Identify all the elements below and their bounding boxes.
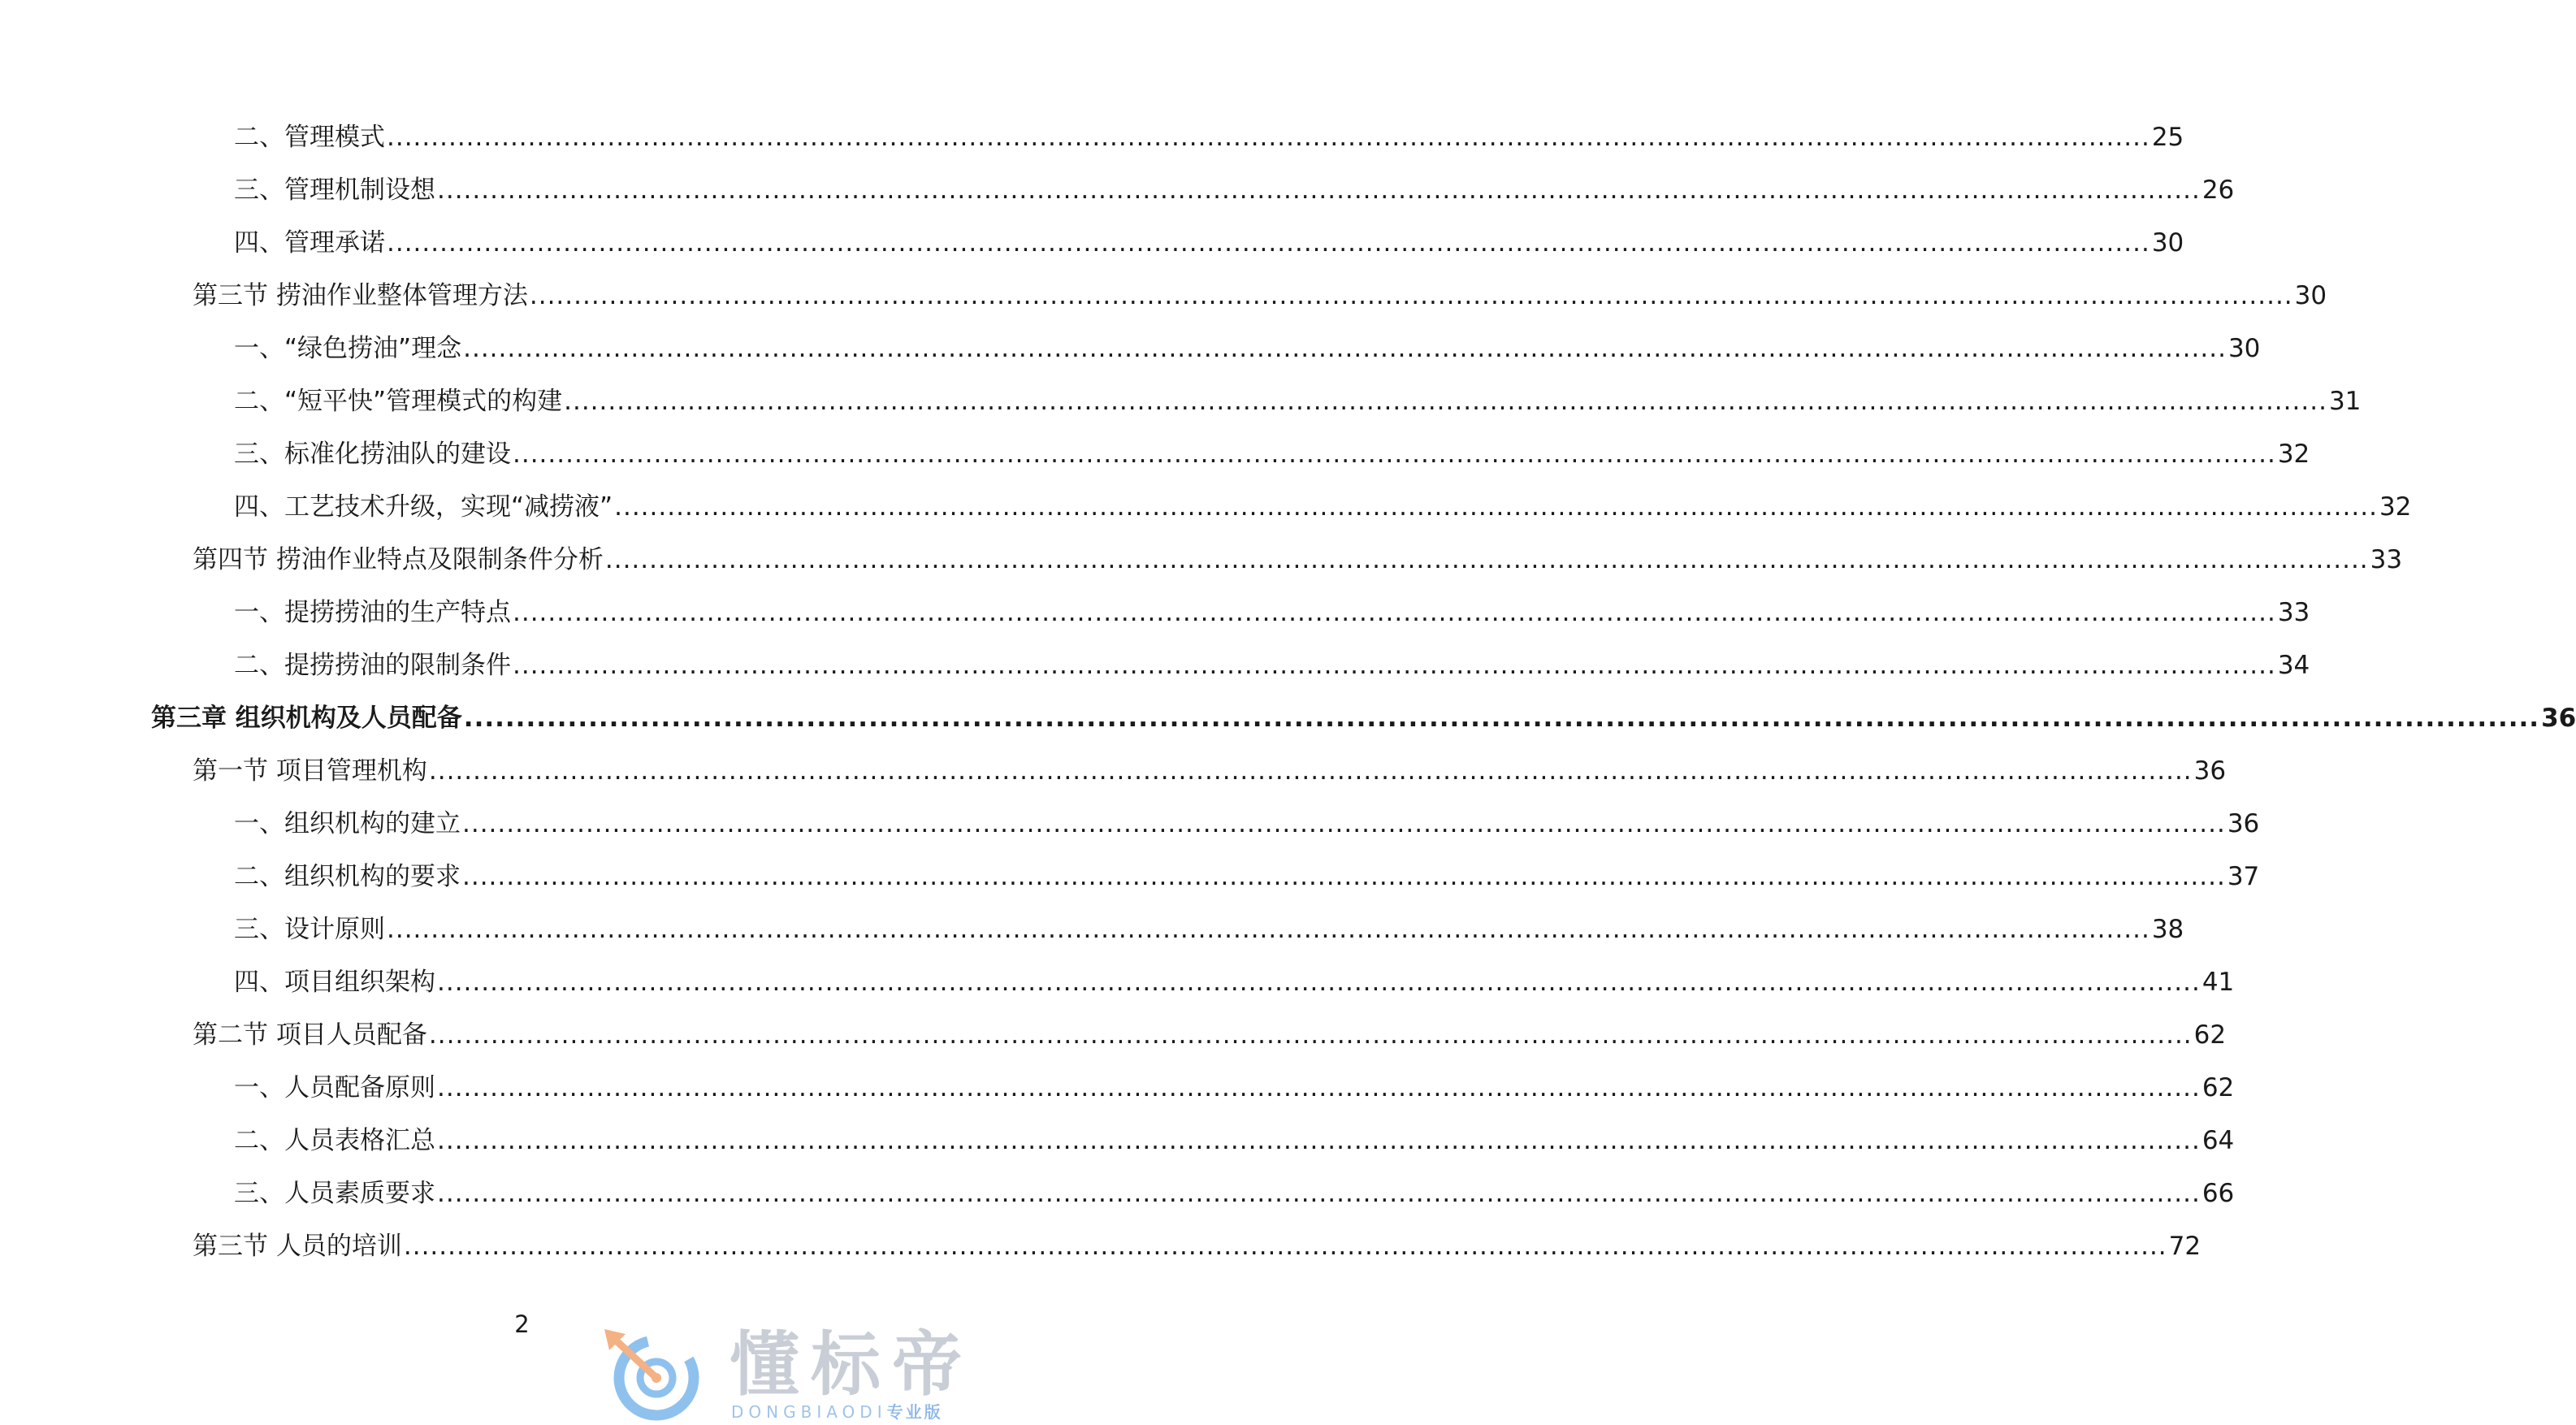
toc-entry[interactable]	[234, 224, 2184, 262]
toc-entry[interactable]	[234, 594, 2310, 631]
toc-entry-page: 33	[2370, 545, 2403, 574]
toc-entry-title: 一、组织机构的建立	[234, 809, 461, 838]
toc-entry-page: 62	[2193, 1020, 2227, 1050]
toc-entry[interactable]	[234, 858, 2260, 895]
toc-dot-leader: ........................................................................................................................................................................................................	[428, 1020, 2193, 1050]
toc-entry[interactable]	[234, 435, 2310, 473]
toc-dot-leader: ........................................................................................................................................................................................................	[437, 968, 2201, 997]
page-number: 2	[514, 1310, 530, 1338]
toc-entry[interactable]	[234, 964, 2235, 1001]
toc-entry[interactable]	[193, 752, 2227, 790]
toc-entry-page: 34	[2277, 651, 2310, 680]
toc-dot-leader: ........................................................................................................................................................................................................	[387, 915, 2150, 944]
toc-entry-page: 31	[2328, 387, 2362, 416]
watermark-subtitle-latin: DONGBIAODI	[731, 1402, 887, 1422]
toc-entry[interactable]	[234, 1069, 2235, 1107]
toc-entry[interactable]	[234, 1175, 2235, 1212]
toc-dot-leader: ........................................................................................................................................................................................................	[428, 756, 2193, 786]
toc-entry-page: 72	[2168, 1232, 2202, 1261]
toc-dot-leader: ........................................................................................................................................................................................................	[604, 545, 2369, 574]
toc-dot-leader: ........................................................................................................................................................................................................	[437, 175, 2201, 205]
toc-entry-page: 62	[2202, 1073, 2235, 1102]
toc-entry-title: 第三节 捞油作业整体管理方法	[193, 281, 528, 310]
toc-entry[interactable]	[234, 330, 2261, 367]
toc-entry-title: 第四节 捞油作业特点及限制条件分析	[193, 545, 604, 574]
toc-dot-leader: ........................................................................................................................................................................................................	[513, 651, 2276, 680]
toc-entry-title: 一、提捞捞油的生产特点	[234, 598, 511, 627]
toc-entry[interactable]	[234, 1122, 2235, 1159]
toc-entry[interactable]	[234, 171, 2235, 209]
toc-entry-title: 三、标准化捞油队的建设	[234, 440, 511, 469]
toc-dot-leader: ........................................................................................................................................................................................................	[614, 492, 2378, 522]
toc-entry-title: 四、项目组织架构	[234, 968, 435, 997]
toc-entry-title: 第二节 项目人员配备	[193, 1020, 427, 1050]
toc-entry[interactable]	[193, 1016, 2227, 1054]
toc-dot-leader: ........................................................................................................................................................................................................	[437, 1126, 2201, 1155]
toc-entry-title: 二、组织机构的要求	[234, 862, 461, 891]
toc-entry[interactable]	[151, 700, 2576, 737]
toc-dot-leader: ........................................................................................................................................................................................................	[387, 228, 2150, 258]
toc-entry-page: 26	[2202, 175, 2235, 205]
toc-entry-page: 36	[2227, 809, 2260, 838]
toc-dot-leader: ........................................................................................................................................................................................................	[462, 809, 2226, 838]
toc-entry-title: 三、设计原则	[234, 915, 385, 944]
watermark-brand: 懂标帝	[730, 1324, 973, 1406]
toc-dot-leader: ........................................................................................................................................................................................................	[437, 1179, 2201, 1208]
toc-entry[interactable]	[193, 1228, 2202, 1265]
toc-entry-title: 一、“绿色捞油”理念	[234, 334, 462, 363]
toc-entry-title: 二、“短平快”管理模式的构建	[234, 387, 563, 416]
toc-entry-page: 36	[2193, 756, 2227, 786]
toc-entry-page: 41	[2202, 968, 2235, 997]
toc-entry-title: 四、管理承诺	[234, 228, 385, 258]
toc-entry-title: 第三章 组织机构及人员配备	[151, 704, 462, 733]
watermark-subtitle	[731, 1402, 943, 1422]
toc-entry[interactable]	[234, 488, 2412, 526]
toc-entry[interactable]	[234, 805, 2260, 842]
toc-entry-page: 64	[2202, 1126, 2235, 1155]
toc-dot-leader: ........................................................................................................................................................................................................	[513, 598, 2276, 627]
toc-dot-leader: ........................................................................................................................................................................................................	[529, 281, 2293, 310]
toc-entry-page: 33	[2277, 598, 2310, 627]
toc-entry-title: 二、人员表格汇总	[234, 1126, 435, 1155]
toc-dot-leader: ........................................................................................................................................................................................................	[463, 704, 2540, 733]
toc-entry-page: 30	[2227, 334, 2261, 363]
toc-entry-page: 30	[2294, 281, 2327, 310]
toc-entry-page: 30	[2151, 228, 2184, 258]
toc-entry-title: 二、提捞捞油的限制条件	[234, 651, 511, 680]
toc-entry-title: 第一节 项目管理机构	[193, 756, 427, 786]
toc-entry-page: 25	[2151, 123, 2184, 152]
toc-entry-title: 三、管理机制设想	[234, 175, 435, 205]
toc-dot-leader: ........................................................................................................................................................................................................	[564, 387, 2327, 416]
toc-dot-leader: ........................................................................................................................................................................................................	[462, 862, 2226, 891]
toc-dot-leader: ........................................................................................................................................................................................................	[463, 334, 2227, 363]
toc-entry-page: 66	[2202, 1179, 2235, 1208]
toc-entry[interactable]	[193, 277, 2327, 314]
toc-entry[interactable]	[234, 119, 2184, 156]
toc-entry[interactable]	[234, 383, 2362, 420]
toc-dot-leader: ........................................................................................................................................................................................................	[387, 123, 2150, 152]
target-arrow-icon	[601, 1326, 707, 1422]
toc-entry[interactable]	[193, 541, 2403, 578]
toc-dot-leader: ........................................................................................................................................................................................................	[403, 1232, 2167, 1261]
toc-entry-page: 32	[2379, 492, 2412, 522]
toc-entry[interactable]	[234, 647, 2310, 684]
watermark-subtitle-cn: 专业版	[886, 1402, 943, 1422]
toc-entry-title: 四、工艺技术升级，实现“减捞液”	[234, 492, 613, 522]
toc-entry[interactable]	[234, 911, 2184, 948]
toc-entry-title: 三、人员素质要求	[234, 1179, 435, 1208]
toc-entry-page: 38	[2151, 915, 2184, 944]
toc-entry-title: 一、人员配备原则	[234, 1073, 435, 1102]
toc-entry-title: 第三节 人员的培训	[193, 1232, 402, 1261]
toc-entry-title: 二、管理模式	[234, 123, 385, 152]
toc-dot-leader: ........................................................................................................................................................................................................	[513, 440, 2276, 469]
toc-entry-page: 36	[2541, 704, 2576, 733]
toc-entry-page: 37	[2227, 862, 2260, 891]
toc-entry-page: 32	[2277, 440, 2310, 469]
watermark	[601, 1324, 1007, 1425]
toc-dot-leader: ........................................................................................................................................................................................................	[437, 1073, 2201, 1102]
